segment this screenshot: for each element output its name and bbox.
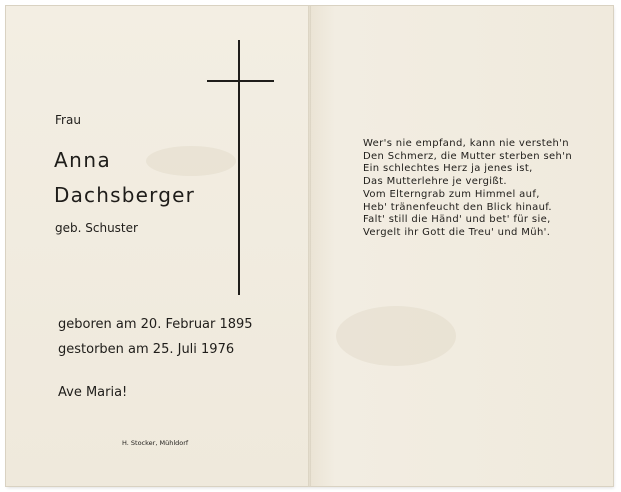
memorial-card — [6, 6, 613, 486]
maiden-name: geb. Schuster — [55, 221, 138, 235]
left-page — [6, 6, 309, 486]
last-name: Dachsberger — [54, 183, 196, 207]
poem-line: Falt' still die Händ' und bet' für sie, — [363, 214, 551, 226]
poem-line: Wer's nie empfand, kann nie versteh'n — [363, 138, 569, 149]
poem-line: Vergelt ihr Gott die Treu' und Müh'. — [363, 226, 551, 238]
prayer-text: Ave Maria! — [58, 385, 128, 400]
poem-line: Das Mutterlehre je vergißt. — [363, 176, 507, 188]
printer-credit: H. Stocker, Mühldorf — [122, 439, 189, 447]
birth-date: geboren am 20. Februar 1895 — [58, 317, 253, 332]
first-name: Anna — [54, 148, 112, 172]
poem — [363, 138, 572, 240]
paper-stain — [336, 306, 456, 366]
poem-line: Heb' tränenfeucht den Blick hinauf. — [363, 201, 552, 213]
right-page — [311, 6, 613, 486]
death-date: gestorben am 25. Juli 1976 — [58, 342, 235, 357]
salutation: Frau — [55, 113, 81, 127]
paper-stain — [146, 146, 236, 176]
cross-icon — [238, 40, 240, 295]
poem-line: Vom Elterngrab zum Himmel auf, — [363, 188, 540, 200]
poem-line: Den Schmerz, die Mutter sterben seh'n — [363, 150, 573, 162]
poem-line: Ein schlechtes Herz ja jenes ist, — [363, 163, 533, 175]
cross-icon-bar — [207, 80, 274, 82]
